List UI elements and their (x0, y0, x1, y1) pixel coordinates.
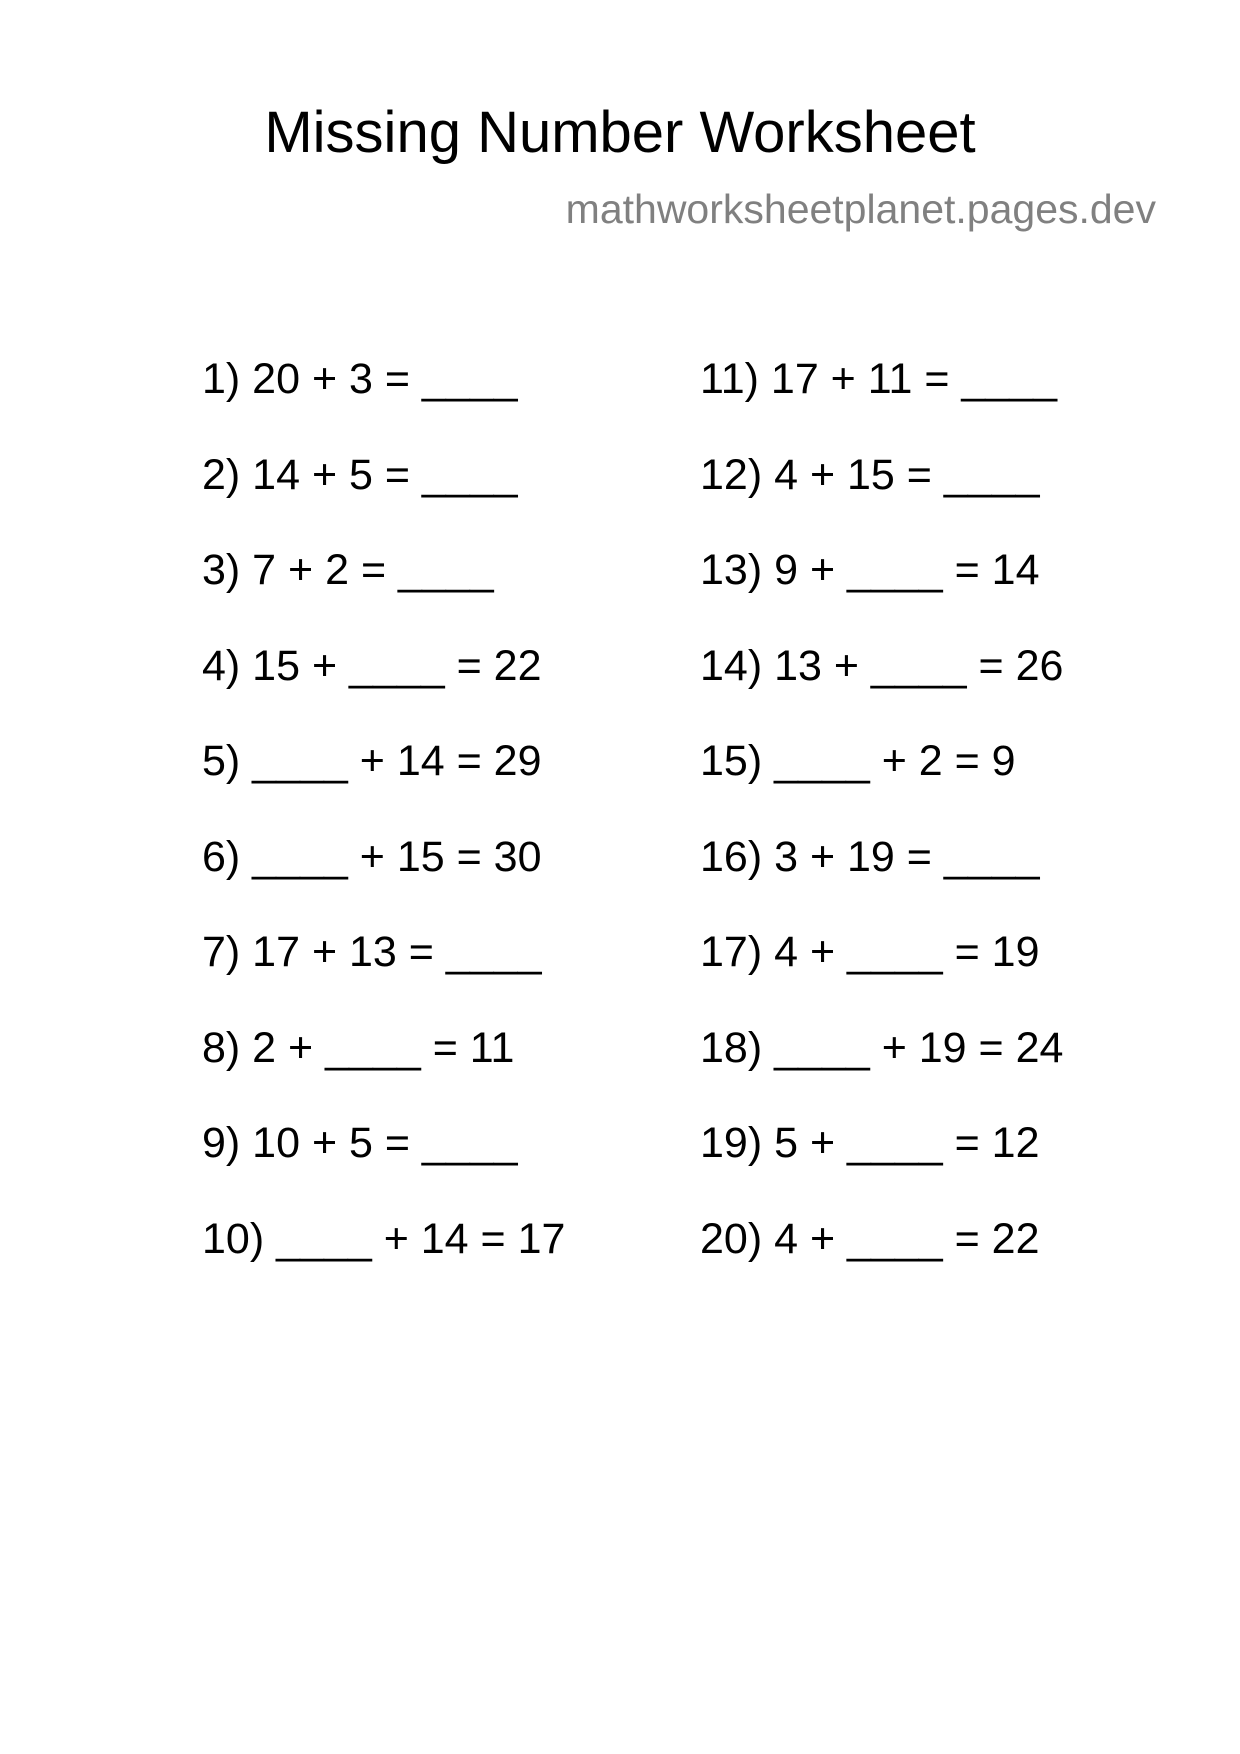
problem-12: 12) 4 + 15 = ____ (700, 450, 1040, 499)
problem-6: 6) ____ + 15 = 30 (202, 832, 542, 881)
problem-18: 18) ____ + 19 = 24 (700, 1023, 1064, 1072)
source-url: mathworksheetplanet.pages.dev (565, 186, 1156, 232)
problem-14: 14) 13 + ____ = 26 (700, 641, 1064, 690)
problem-19: 19) 5 + ____ = 12 (700, 1119, 1040, 1167)
problem-column-left (202, 349, 565, 1304)
problem-1: 1) 20 + 3 = ____ (202, 355, 518, 403)
problem-17: 17) 4 + ____ = 19 (700, 928, 1040, 976)
problem-11: 11) 17 + 11 = ____ (700, 355, 1058, 403)
problem-20: 20) 4 + ____ = 22 (700, 1214, 1040, 1263)
problem-4: 4) 15 + ____ = 22 (202, 641, 542, 690)
problem-3: 3) 7 + 2 = ____ (202, 546, 494, 594)
problem-2: 2) 14 + 5 = ____ (202, 450, 518, 499)
problem-10: 10) ____ + 14 = 17 (202, 1214, 566, 1263)
problem-5: 5) ____ + 14 = 29 (202, 737, 542, 785)
problem-16: 16) 3 + 19 = ____ (700, 832, 1040, 881)
problem-15: 15) ____ + 2 = 9 (700, 737, 1016, 785)
problem-8: 8) 2 + ____ = 11 (202, 1023, 515, 1072)
problem-9: 9) 10 + 5 = ____ (202, 1119, 518, 1167)
problem-13: 13) 9 + ____ = 14 (700, 546, 1040, 594)
worksheet-title: Missing Number Worksheet (264, 100, 976, 165)
problem-column-right (700, 349, 1063, 1304)
problem-7: 7) 17 + 13 = ____ (202, 928, 542, 976)
